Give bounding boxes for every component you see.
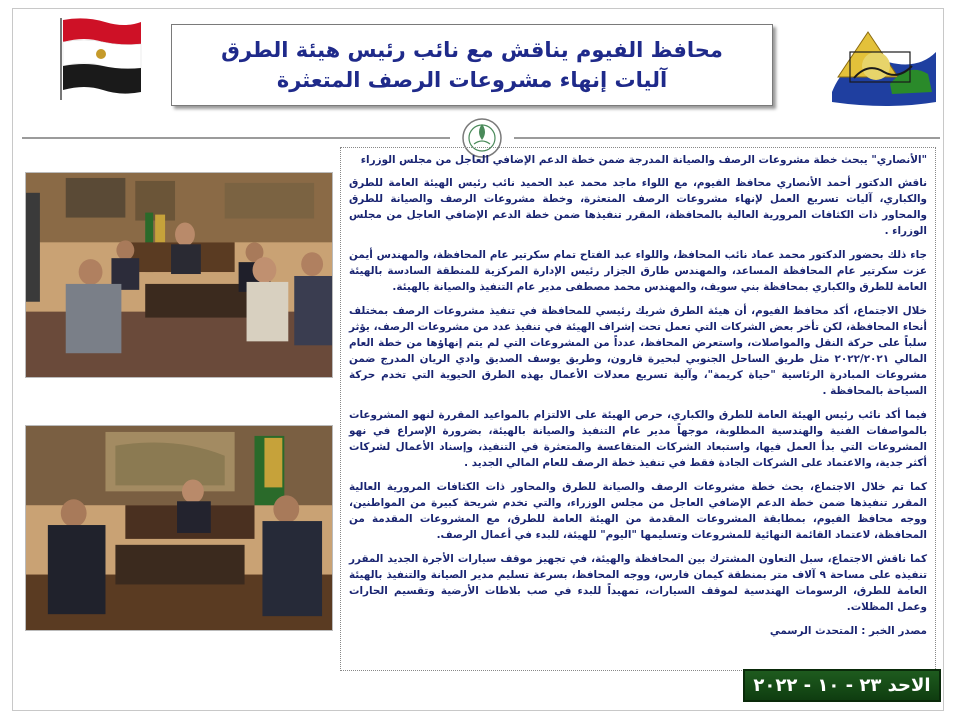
fayoum-governorate-logo <box>828 22 940 112</box>
article-paragraph: خلال الاجتماع، أكد محافظ الفيوم، أن هيئة الطرق شريك رئيسي للمحافظة في تنفيذ مشروعات الرصف بمختلف أنحاء المحافظة، لكن تأخر بعض الشركات التي تعمل تحت إشراف الهيئة في تنفيذ عدد من مشروعات الرصف، يؤثر سلباً على حركة النقل والمواصلات، واستعرض المحافظ، عدداً من المشروعات التي لم يتم إنهاؤها من خطة العام المالي ٢٠٢٢/٢٠٢١ مثل طريق الساحل الجنوبي لبحيرة قارون، وطريق يوسف الصديق وادي الريان المدرج ضمن مشروعات المبادرة الرئاسية "حياة كريمة"، وآلية تسريع معدلات الأعمال بهذه الطرق الحيوية التي تخدم حركة السياحة بالمحافظة . <box>349 305 927 397</box>
page-title: محافظ الفيوم يناقش مع نائب رئيس هيئة الطرق آليات إنهاء مشروعات الرصف المتعثرة <box>221 38 723 92</box>
news-source: مصدر الخبر : المتحدث الرسمي <box>769 625 927 637</box>
egypt-flag-icon <box>55 14 143 102</box>
article-paragraph: فيما أكد نائب رئيس الهيئة العامة للطرق والكباري، حرص الهيئة على الالتزام بالمواعيد المقررة لنهو المشروعات بالمواصفات الفنية والهندسية المطلوبة، موجهاً مدير عام التنفيذ والصيانة بالهيئة، بضرورة الإسراع في نهو المشروعات التي بدأ العمل فيها، واستبعاد الشركات المتقاعسة والمتعثرة في التنفيذ، وإسناد الأعمال لشركات أكثر جدية، والاعتماد على الشركات الجادة فقط في تنفيذ خطة الرصف للعام المالي الجديد . <box>349 409 927 469</box>
title-box <box>171 24 773 106</box>
article-paragraph: جاء ذلك بحضور الدكتور محمد عماد نائب المحافظ، واللواء عبد الفتاح تمام سكرتير عام المحافظة، والمهندس أيمن عزت سكرتير عام المحافظة المساعد، والمهندس طارق الجزار رئيس الإدارة المركزية للمنطقة السادسة بالهيئة العامة للطرق والكباري بمحافظة بني سويف، والمهندس محمد مصطفى مدير عام التنفيذ والصيانة بالهيئة. <box>349 249 927 293</box>
article-paragraph: كما تم خلال الاجتماع، بحث خطة مشروعات الرصف والصيانة للطرق والمحاور ذات الكثافات المرورية العالية المقرر تنفيذها ضمن خطة الدعم الإضافي العاجل من مجلس الوزراء، والتي تخدم شريحة كبيرة من المواطنين، ووجه محافظ الفيوم، بمطابقة المشروعات المقدمة من الهيئة العامة للطرق، مع المشروعات المقدمة من المحافظة، لاعتماد القائمة النهائية للمشروعات وتسليمها "اليوم" للهيئة، للبدء في أعمال الرصف. <box>349 481 927 541</box>
article-paragraph: ناقش الدكتور أحمد الأنصاري محافظ الفيوم، مع اللواء ماجد محمد عبد الحميد نائب رئيس الهيئة العامة للطرق والكباري، آليات تسريع العمل لإنهاء مشروعات الرصف المتعثرة، وخطة مشروعات الرصف والصيانة للطرق والمحاور ذات الكثافات المرورية العالية بالمحافظة، المقرر تنفيذها ضمن خطة الدعم الإضافي العاجل من مجلس الوزراء . <box>349 177 927 237</box>
article-text-box <box>340 147 936 671</box>
article-paragraph: كما ناقش الاجتماع، سبل التعاون المشترك بين المحافظة والهيئة، في تجهيز موقف سيارات الأجرة الجديد المقرر تنفيذه على مساحة ٩ آلاف متر بمنطقة كيمان فارس، ووجه المحافظ، بسرعة تسليم مدير الصيانة والتنفيذ بالهيئة العامة للطرق، الرسومات الهندسية لموقف السيارات، تمهيداً للبدء في صب بلاطات الأرضية وتقسيم الحارات وعمل المظلات. <box>349 553 927 613</box>
article-subtitle: "الأنصاري" يبحث خطة مشروعات الرصف والصيانة المدرجة ضمن خطة الدعم الإضافي العاجل من مجلس الوزراء <box>360 154 927 166</box>
meeting-photo-2 <box>25 425 333 631</box>
date-bar: الاحد ٢٣ - ١٠ - ٢٠٢٢ <box>743 669 941 702</box>
meeting-photo-1 <box>25 172 333 378</box>
